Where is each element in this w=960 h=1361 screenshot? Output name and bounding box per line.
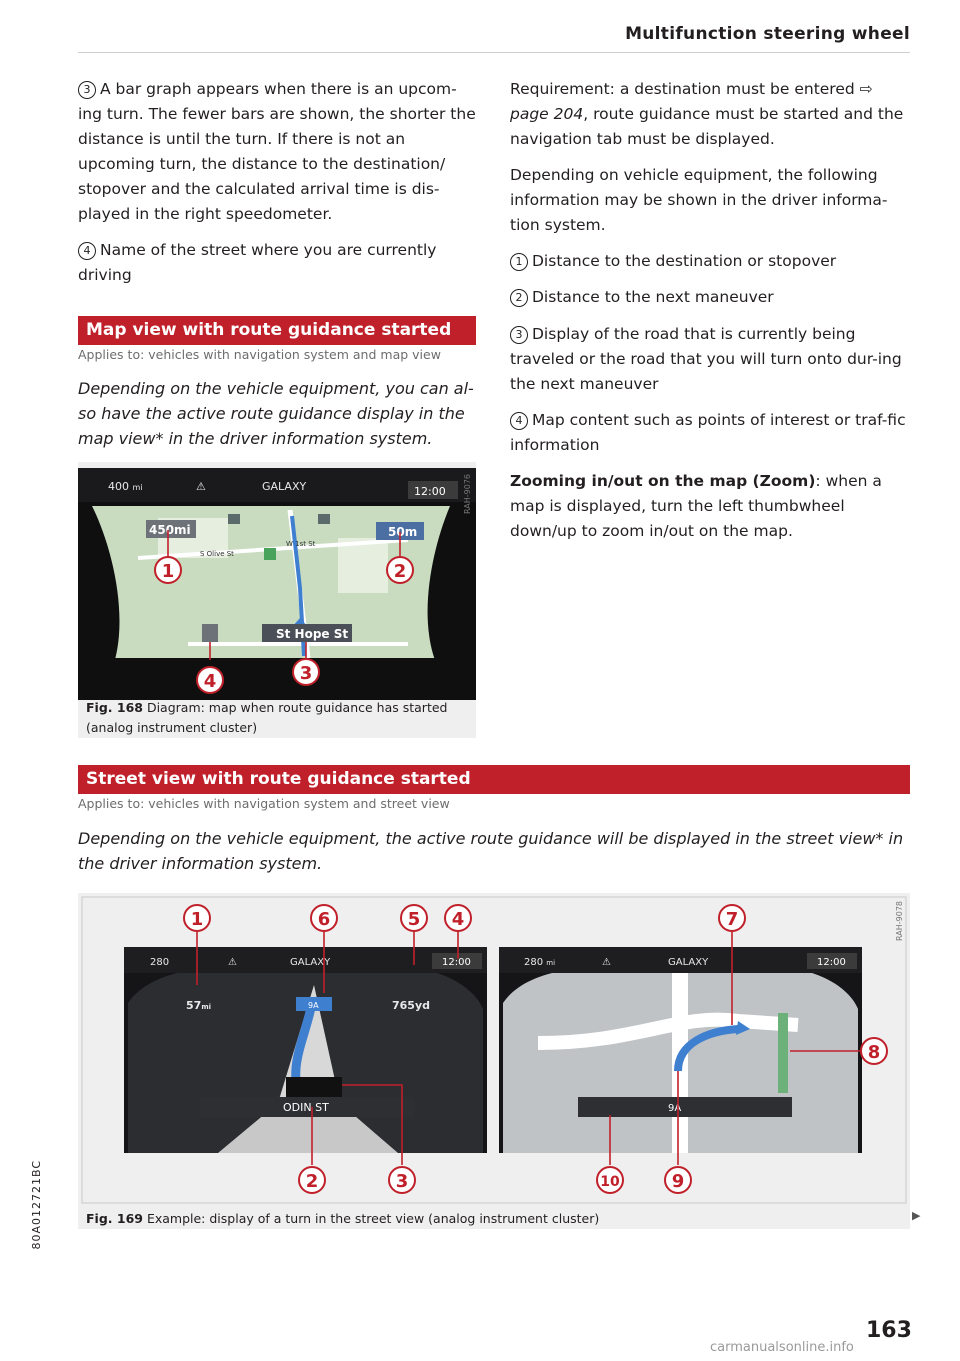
destination-distance: 57 [186,999,202,1012]
header-divider [78,52,910,53]
callout-number: 6 [317,909,331,930]
current-street: St Hope St [276,627,349,641]
legend-item-1 [510,249,910,274]
section-intro: Depending on the vehicle equipment, you can al-so have the active route guidance display in the map view* in the driver information system. [78,379,474,448]
callout-number: 3 [299,663,313,684]
section-heading-street-view: Street view with route guidance started [78,765,910,794]
street-view-illustration [78,893,910,1205]
clock: 12:00 [414,485,446,498]
figure-168 [78,462,476,738]
caption-text: Example: display of a turn in the street view (analog instrument cluster) [146,1211,600,1226]
document-code: 80A012721BC [30,1160,43,1250]
exit-sign: 9A [668,1103,682,1114]
svg-text:⚠: ⚠ [196,480,206,493]
legend-text: Name of the street where you are currently driving [78,241,437,284]
legend-number: 3 [510,326,528,344]
clock: 12:00 [817,957,846,968]
figure-label: Fig. 168 [86,700,143,715]
page-number: 163 [866,1318,912,1343]
legend-text: Display of the road that is currently being traveled or the road that you will turn onto dur-ing the next maneuver [510,325,902,393]
status-unit: mi [132,483,143,492]
callout-number: 9 [671,1171,685,1192]
figure-code: RAH-9076 [463,474,472,514]
legend-item-3-right [510,322,910,397]
radio-station: GALAXY [668,957,709,968]
distance-unit: mi [201,1003,212,1011]
page-reference-link[interactable]: ⇨ page 204 [510,80,873,123]
section-intro: Depending on the vehicle equipment, the active route guidance will be displayed in the street view* in the driver information system. [78,829,904,873]
status-distance: 400 [108,480,129,493]
figure-169 [78,893,910,1229]
chapter-title: Multifunction steering wheel [625,24,910,44]
status-distance: 280 [524,957,544,968]
figure-label: Fig. 169 [86,1211,143,1226]
requirement-text-end: , route guidance must be started and the navigation tab must be displayed. [510,105,904,148]
maneuver-distance: 765yd [392,999,431,1012]
map-view-illustration [78,468,476,700]
maneuver-distance: 50m [388,525,418,539]
callout-number: 1 [190,909,204,930]
legend-item-4-right [510,408,910,458]
svg-text:⚠: ⚠ [602,957,611,968]
section-heading-map-view: Map view with route guidance started [78,316,476,345]
zoom-paragraph [510,469,910,544]
callout-number: 1 [161,561,175,582]
figure-caption [86,1209,846,1229]
legend-item-4 [78,238,476,288]
svg-text:280 mi [524,957,555,968]
callout-number: 4 [451,909,465,930]
callout-number: 4 [203,671,217,692]
status-distance: 280 [150,957,170,968]
status-unit: mi [546,959,556,967]
legend-number: 2 [510,289,528,307]
radio-station: GALAXY [290,957,331,968]
legend-item-2 [510,285,910,310]
current-street: ODIN ST [283,1101,329,1114]
requirement-paragraph [510,77,910,152]
clock: 12:00 [442,957,471,968]
callout-number: 5 [407,909,421,930]
legend-text: A bar graph appears when there is an upcom-ing turn. The fewer bars are shown, the shorter the distance is until the turn. If there is not an upcoming turn, the distance to the destination/ stopover and the calculated arrival time is dis-played in the right speedometer. [78,80,476,223]
callout-number: 8 [867,1042,881,1063]
legend-number: 4 [78,242,96,260]
legend-number: 4 [510,412,528,430]
continue-arrow-icon: ▶ [912,1209,921,1222]
callout-number: 7 [725,909,739,930]
applies-to-note: Applies to: vehicles with navigation system and map view [78,347,441,362]
destination-distance: 450mi [149,523,191,537]
legend-text: Distance to the destination or stopover [532,252,837,270]
legend-number: 3 [78,81,96,99]
callout-number: 3 [395,1171,409,1192]
figure-caption [86,698,466,738]
figure-code: RAH-9078 [895,901,904,941]
street-label: S Olive St [200,550,234,558]
equipment-paragraph: Depending on vehicle equipment, the following information may be shown in the driver informa-tion system. [510,166,888,234]
watermark: carmanualsonline.info [710,1340,854,1355]
legend-text: Distance to the next maneuver [532,288,774,306]
zoom-heading: Zooming in/out on the map (Zoom) [510,472,816,490]
radio-station: GALAXY [262,480,307,493]
caption-text: Diagram: map when route guidance has started (analog instrument cluster) [86,700,448,735]
zoom-text: : when a map is displayed, turn the left thumbwheel down/up to zoom in/out on the map. [510,472,882,540]
legend-text: Map content such as points of interest or traf-fic information [510,411,906,454]
applies-to-note: Applies to: vehicles with navigation system and street view [78,796,450,811]
legend-item-3 [78,77,476,227]
requirement-text: Requirement: a destination must be entered [510,80,860,98]
svg-text:⚠: ⚠ [228,957,237,968]
exit-sign: 9A [308,1001,319,1010]
callout-number: 10 [600,1174,620,1190]
callout-number: 2 [305,1171,319,1192]
legend-number: 1 [510,253,528,271]
callout-number: 2 [393,561,407,582]
street-label: W 1st St [286,540,316,548]
